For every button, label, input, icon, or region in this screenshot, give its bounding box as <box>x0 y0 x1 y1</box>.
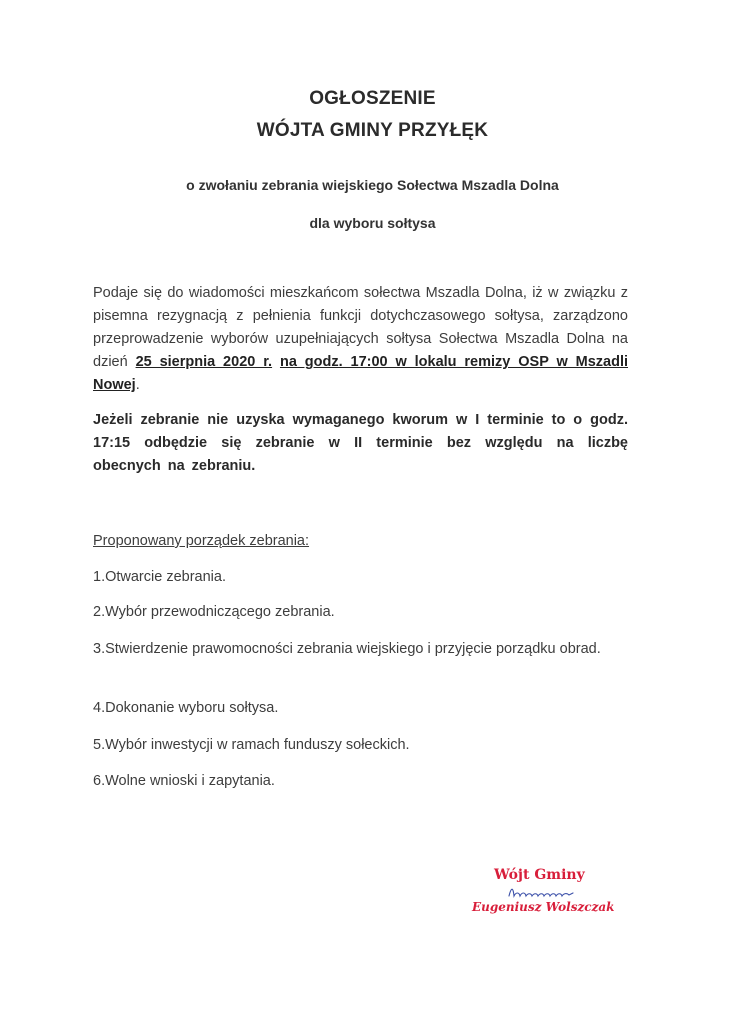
quorum-notice: Jeżeli zebranie nie uzyska wymaganego kworum w I terminie to o godz. 17:15 odbędzie się zebranie w II terminie bez względu na liczbę obecnych na zebraniu. <box>93 412 628 474</box>
announcement-paragraph <box>93 282 628 397</box>
agenda-item: 5.Wybór inwestycji w ramach funduszy sołeckich. <box>93 737 410 753</box>
document-subject: o zwołaniu zebrania wiejskiego Sołectwa Mszadla Dolna <box>186 177 559 193</box>
document-title: OGŁOSZENIE <box>309 88 436 109</box>
document-issuer: WÓJTA GMINY PRZYŁĘK <box>256 120 489 141</box>
signature-title: Wójt Gminy <box>494 867 585 883</box>
agenda-item: 2.Wybór przewodniczącego zebrania. <box>93 604 335 620</box>
signature-name: Eugeniusz Wolszczak <box>472 900 615 914</box>
agenda-item: 3.Stwierdzenie prawomocności zebrania wiejskiego i przyjęcie porządku obrad. <box>93 641 601 657</box>
agenda-item: 4.Dokonanie wyboru sołtysa. <box>93 700 279 716</box>
agenda-header: Proponowany porządek zebrania: <box>93 533 310 549</box>
agenda-item: 6.Wolne wnioski i zapytania. <box>93 773 275 789</box>
handwritten-signature-icon <box>507 884 577 900</box>
announcement-text: Podaje się do wiadomości mieszkańcom sołectwa Mszadla Dolna, iż w związku z pisemna rezygnacją z pełnienia funkcji dotychczasowego sołtysa, zarządzono przeprowadzenie wyborów uzupełniających sołtysa Sołectwa Mszadla Dolna na dzień <box>93 285 628 370</box>
agenda-item: 1.Otwarcie zebrania. <box>93 569 226 585</box>
meeting-time-place: na godz. 17:00 w lokalu remizy OSP w Mszadli Nowej <box>93 354 629 393</box>
sentence-end: . <box>135 377 140 393</box>
document-purpose: dla wyboru sołtysa <box>309 215 436 231</box>
meeting-date: 25 sierpnia 2020 r. <box>135 354 273 370</box>
